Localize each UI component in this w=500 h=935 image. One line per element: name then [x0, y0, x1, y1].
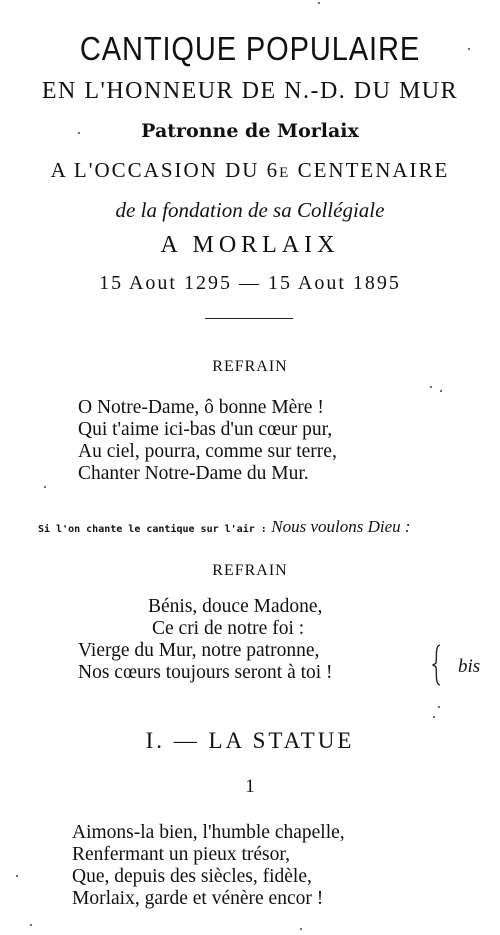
patronne-line: Patronne de Morlaix: [141, 120, 359, 142]
scan-speck: [468, 48, 470, 50]
verse-line: O Notre-Dame, ô bonne Mère !: [78, 397, 324, 418]
hymn-title: CANTIQUE POPULAIRE: [79, 30, 421, 67]
verse-line: Renfermant un pieux trésor,: [72, 844, 290, 865]
refrain-heading-alt: REFRAIN: [212, 562, 288, 579]
scan-speck: [78, 132, 80, 134]
repeat-brace: [432, 644, 444, 686]
repeat-mark: bis: [458, 656, 481, 677]
stanza-number: 1: [245, 776, 255, 797]
verse-line: Au ciel, pourra, comme sur terre,: [78, 441, 337, 462]
dates-line: 15 Aout 1295 — 15 Aout 1895: [99, 272, 401, 294]
divider-rule: [205, 318, 293, 319]
verse-line: Chanter Notre-Dame du Mur.: [78, 463, 309, 484]
scan-speck: [318, 2, 320, 4]
scan-speck: [430, 386, 432, 388]
verse-line: Ce cri de notre foi :: [152, 618, 305, 639]
verse-line: Nos cœurs toujours seront à toi !: [78, 662, 333, 683]
occasion-line: A L'OCCASION DU 6e CENTENAIRE: [50, 158, 450, 182]
scan-speck: [30, 924, 32, 926]
verse-line: Qui t'aime ici-bas d'un cœur pur,: [78, 419, 333, 440]
refrain-verse: [78, 397, 337, 485]
scan-speck: [300, 928, 302, 930]
verse-line: Morlaix, garde et vénère encor !: [72, 888, 324, 909]
scan-speck: [16, 875, 18, 877]
verse-line: Aimons-la bien, l'humble chapelle,: [72, 822, 345, 843]
scan-speck: [44, 486, 46, 488]
hymn-dedication: EN L'HONNEUR DE N.-D. DU MUR: [41, 78, 459, 104]
scan-speck: [440, 390, 442, 392]
fondation-line: de la fondation de sa Collégiale: [115, 198, 385, 222]
scan-speck: [433, 716, 435, 718]
place-line: A MORLAIX: [160, 232, 340, 258]
scan-speck: [438, 706, 440, 708]
air-note-intro: Si l'on chante le cantique sur l'air :: [38, 524, 267, 535]
air-note: [38, 517, 411, 537]
section-title: I. — LA STATUE: [145, 728, 355, 753]
stanza-verse: [72, 822, 345, 910]
air-note-song: Nous voulons Dieu :: [271, 517, 411, 536]
verse-line: Que, depuis des siècles, fidèle,: [72, 866, 312, 887]
refrain-heading: REFRAIN: [212, 358, 288, 375]
verse-line: Bénis, douce Madone,: [148, 596, 323, 617]
verse-line: Vierge du Mur, notre patronne,: [78, 640, 320, 661]
refrain-verse-alt: [78, 596, 333, 684]
